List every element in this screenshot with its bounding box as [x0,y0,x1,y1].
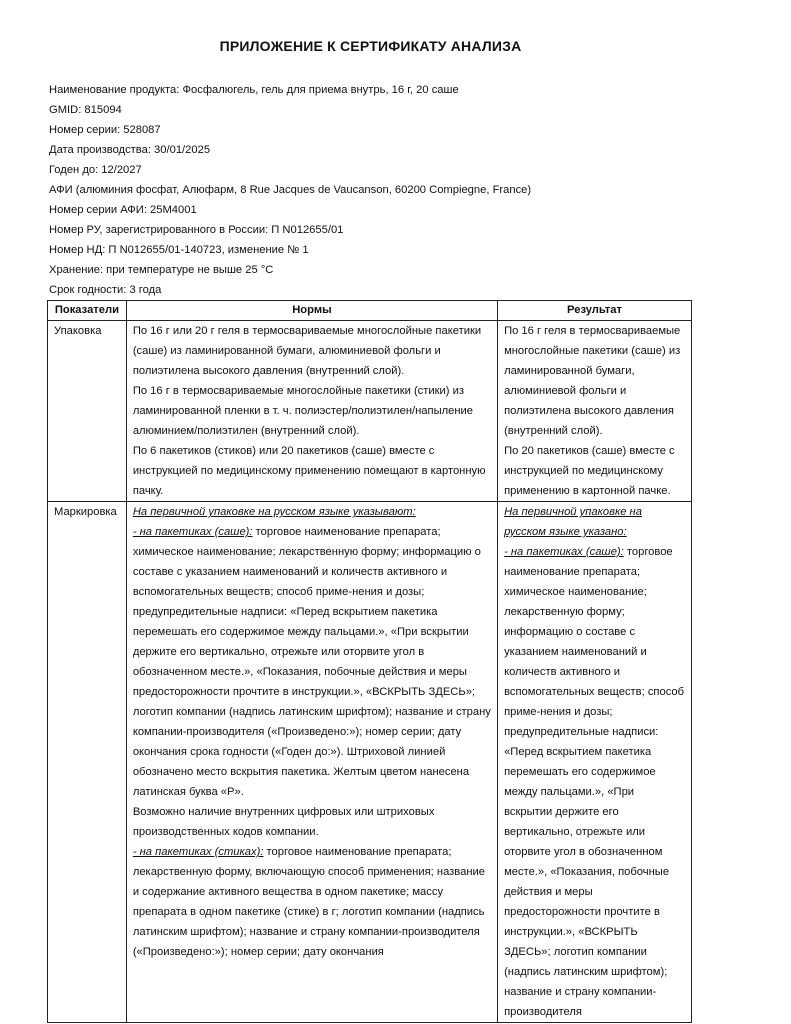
batch-number-line: Номер серии: 528087 [49,124,161,136]
product-name-line: Наименование продукта: Фосфалюгель, гель для приема внутрь, 16 г, 20 саше [49,84,459,96]
api-line: АФИ (алюминия фосфат, Алюфарм, 8 Rue Jacques de Vaucanson, 60200 Compiegne, France) [49,184,532,196]
norm-sachet-text: торговое наименование препарата; химическое наименование; лекарственную форму; информацию о составе с указанием наименований и количеств активного и вспомогательных веществ; способ приме-нения и дозы; предупредительные надписи: «Перед вскрытием пакетика перемешать его содержимое между пальцами.», «При вскрытии держите его вертикально, отрежьте или оторвите угол в обозначенном месте.», «Показания, побочные действия и меры предосторожности прочтите в инструкции.», «ВСКРЫТЬ ЗДЕСЬ»; логотип компании (надпись латинским шрифтом); название и страну компании-производителя («Произведено:»); номер серии; дату окончания срока годности («Годен до:»). Штриховой линией обозначено место вскрытия пакетика. Желтым цветом нанесена латинская буква «P». [132,526,491,798]
nd-number-line: Номер НД: П N012655/01-140723, изменение № 1 [49,244,309,256]
row-norm [126,321,497,502]
result-sachet-text: торговое наименование препарата; химическое наименование; лекарственную форму; информацию о составе с указанием наименований и количеств активного и вспомогательных веществ; способ приме-нения и дозы; предупредительные надписи: «Перед вскрытием пакетика перемешать его содержимое между пальцами.», «При вскрытии держите его вертикально, отрежьте или оторвите угол в обозначенном месте.», «Показания, побочные действия и меры предосторожности прочтите в инструкции.», «ВСКРЫТЬ ЗДЕСЬ»; логотип компании (надпись латинским шрифтом); название и страну компании-производителя [504,546,685,1018]
row-result [498,321,692,502]
table-header-row [48,301,692,321]
result-paragraph: По 20 пакетиков (саше) вместе с инструкцией по медицинскому применению в картонной пачке. [504,445,675,497]
registration-line: Номер РУ, зарегистрированного в России: П N012655/01 [49,224,344,236]
result-paragraph: По 16 г геля в термосвариваемые многослойные пакетики (саше) из ламинированной бумаги, алюминиевой фольги и полиэтилена высокого давления (внутренний слой). [504,325,681,437]
header-norms: Нормы [126,301,497,321]
analysis-table [47,300,692,1023]
norm-stick-label: - на пакетиках (стиках): [132,846,264,858]
row-indicator: Упаковка [48,321,127,502]
norm-sachet-label: - на пакетиках (саше): [132,526,253,538]
expiry-line: Годен до: 12/2027 [49,164,142,176]
table-row [48,321,692,502]
norm-intro: На первичной упаковке на русском языке указывают: [132,506,416,518]
row-result [498,502,692,1023]
result-sachet-label: - на пакетиках (саше): [504,546,624,558]
production-date-line: Дата производства: 30/01/2025 [49,144,211,156]
row-norm [126,502,497,1023]
storage-line: Хранение: при температуре не выше 25 °C [49,264,274,276]
header-result: Результат [498,301,692,321]
shelf-life-line: Срок годности: 3 года [49,284,162,296]
result-intro: На первичной упаковке на русском языке указано: [504,506,642,538]
table-row [48,502,692,1023]
header-indicator: Показатели [48,301,127,321]
row-indicator: Маркировка [48,502,127,1023]
document-title: ПРИЛОЖЕНИЕ К СЕРТИФИКАТУ АНАЛИЗА [219,38,522,54]
norm-codes-paragraph: Возможно наличие внутренних цифровых или штриховых производственных кодов компании. [132,806,435,838]
norm-paragraph: По 6 пакетиков (стиков) или 20 пакетиков (саше) вместе с инструкцией по медицинскому применению помещают в картонную пачку. [132,445,486,497]
norm-stick-text: торговое наименование препарата; лекарственную форму, включающую способ применения; название и содержание активного вещества в одном пакетике; массу препарата в одном пакетике (стике) в г; логотип компании (надпись латинским шрифтом); название и страну компании-производителя («Произведено:»); номер серии; дату окончания [132,846,485,958]
norm-paragraph: По 16 г или 20 г геля в термосвариваемые многослойные пакетики (саше) из ламинированной бумаги, алюминиевой фольги и полиэтилена высокого давления (внутренний слой). [132,325,482,377]
norm-paragraph: По 16 г в термосвариваемые многослойные пакетики (стики) из ламинированной пленки в т. ч. полиэстер/полиэтилен/напыление алюминием/полиэтилен (внутренний слой). [132,385,474,437]
gmid-line: GMID: 815094 [49,104,122,116]
api-batch-line: Номер серии АФИ: 25M4001 [49,204,197,216]
